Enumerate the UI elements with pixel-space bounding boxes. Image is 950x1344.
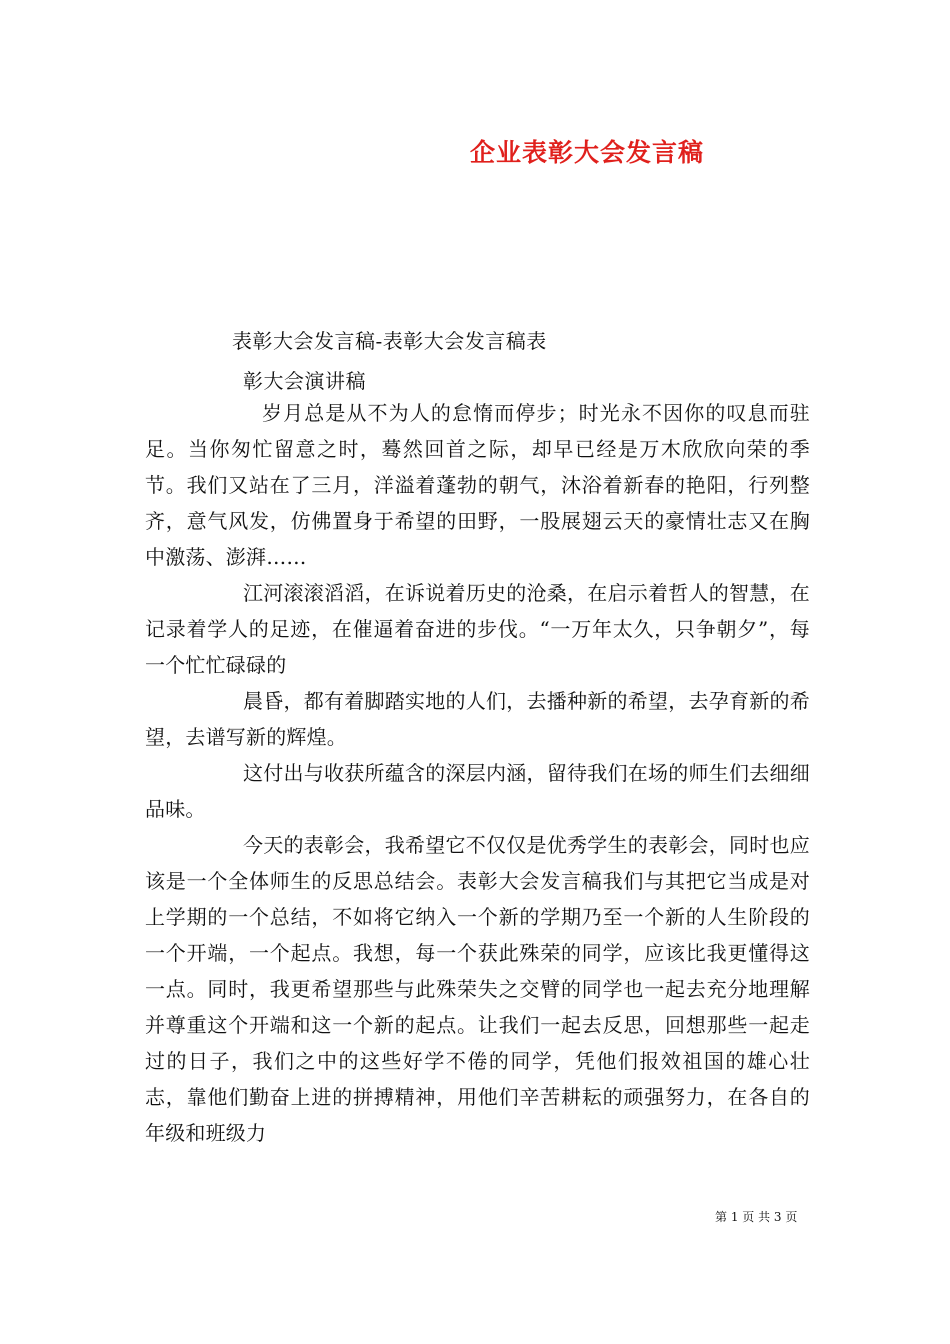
paragraph-4: 这付出与收获所蕴含的深层内涵，留待我们在场的师生们去细细品味。 — [145, 761, 810, 821]
paragraph-3: 晨昏，都有着脚踏实地的人们，去播种新的希望，去孕育新的希望，去谱写新的辉煌。 — [145, 689, 810, 749]
subtitle-line-1: 表彰大会发言稿-表彰大会发言稿表 — [232, 329, 547, 353]
subtitle-line-2: 彰大会演讲稿 — [243, 369, 366, 393]
body-text — [145, 395, 810, 1151]
paragraph-5: 今天的表彰会，我希望它不仅仅是优秀学生的表彰会，同时也应该是一个全体师生的反思总结会。表彰大会发言稿我们与其把它当成是对上学期的一个总结，不如将它纳入一个新的学期乃至一个新的人生阶段的一个开端，一个起点。我想，每一个获此殊荣的同学，应该比我更懂得这一点。同时，我更希望那些与此殊荣失之交臂的同学也一起去充分地理解并尊重这个开端和这一个新的起点。让我们一起去反思，回想那些一起走过的日子，我们之中的这些好学不倦的同学，凭他们报效祖国的雄心壮志，靠他们勤奋上进的拼搏精神，用他们辛苦耕耘的顽强努力，在各自的年级和班级力 — [145, 833, 810, 1145]
paragraph-1: 岁月总是从不为人的怠惰而停步；时光永不因你的叹息而驻足。当你匆忙留意之时，蓦然回首之际，却早已经是万木欣欣向荣的季节。我们又站在了三月，洋溢着蓬勃的朝气，沐浴着新春的艳阳，行列整齐，意气风发，仿佛置身于希望的田野，一股展翅云天的豪情壮志又在胸中激荡、澎湃…… — [145, 401, 810, 569]
page-title: 企业表彰大会发言稿 — [470, 138, 705, 167]
page-number-footer: 第 1 页 共 3 页 — [715, 1210, 798, 1224]
paragraph-2: 江河滚滚滔滔，在诉说着历史的沧桑，在启示着哲人的智慧，在记录着学人的足迹，在催逼着奋进的步伐。“一万年太久，只争朝夕”，每一个忙忙碌碌的 — [145, 581, 810, 677]
